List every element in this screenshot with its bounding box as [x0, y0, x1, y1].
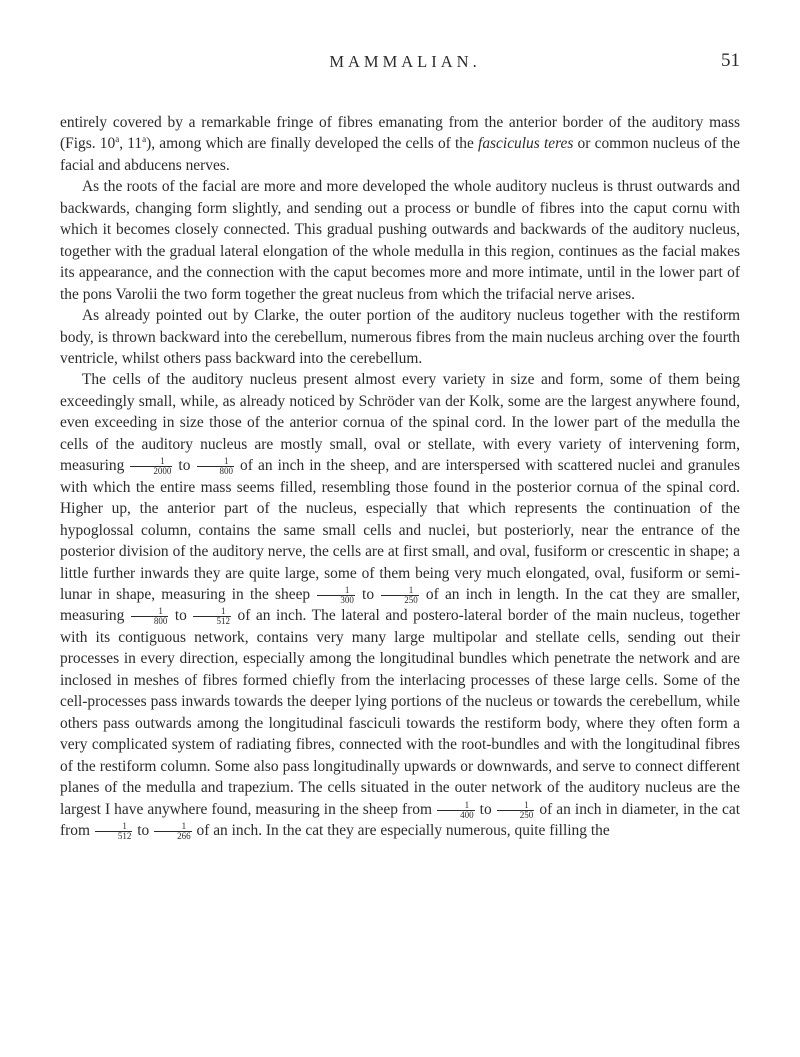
paragraph: [60, 369, 740, 841]
text-run: The cells of the auditory nucleus present almost every variety in size and form, some of them being exceedingly small, while, as already noticed by Schröder van der Kolk, some are the largest anywhere found, even exceeding in size those of the anterior cornua of the spinal cord. In the lower part of the medulla the cells of the auditory nucleus are mostly small, oval or stellate, with every variety of intervening form, measuring: [60, 371, 740, 475]
text-run: to: [173, 457, 196, 475]
text-run: of an inch. The lateral and postero-lateral border of the main nucleus, together with its contiguous network, contains very many large multipolar and stellate cells, sending out their processes in every direction, especially among the longitudinal bundles which penetrate the network and are inclosed in meshes of fibres formed chiefly from the interlacing processes of these large cells. Some of the cell-processes pass inwards towards the deeper lying portions of the nucleus or towards the cerebellum, while others pass outwards among the longitudinal fasciculi towards the restiform body, where they often form a very complicated system of radiating fibres, connected with the root-bundles and with the longitudinal fibres of the restiform column. Some also pass longitudinally upwards or downwards, and serve to connect different planes of the medulla and trapezium. The cells situated in the outer network of the auditory nucleus are the largest I have anywhere found, measuring in the sheep from: [60, 607, 740, 818]
fraction: $\frac{1}{800}$: [197, 457, 235, 476]
text-run: or common nucleus of the facial and abducens nerves.: [60, 135, 741, 174]
text-run: of an inch. In the cat they are especially numerous, quite filling the: [192, 821, 610, 839]
fraction: $\frac{1}{250}$: [497, 801, 535, 820]
italic-term: fasciculus teres: [478, 135, 574, 153]
body-text: [60, 112, 740, 841]
text-run: to: [355, 585, 381, 603]
fraction: $\frac{1}{250}$: [381, 586, 419, 605]
fraction: $\frac{1}{266}$: [154, 822, 192, 841]
figure-superscript: a: [142, 134, 147, 145]
text-run: , 11: [119, 135, 143, 153]
running-title: MAMMALIAN.: [329, 52, 481, 71]
text-run: of an inch in the sheep, and are interspersed with scattered nuclei and granules with which the entire mass seems filled, resembling those found in the posterior cornua of the spinal cord. Higher up, the anterior part of the nucleus, especially that which represents the continuation of the hypoglossal column, contains the same small cells and nuclei, but posteriorly, near the entrance of the posterior division of the auditory nerve, the cells are at first small, and oval, fusiform or crescentic in shape; a little further inwards they are quite large, some of them being very much elongated, oval, fusiform or semi-lunar in shape, measuring in the sheep: [60, 457, 740, 603]
text-run: of an inch in length. In the cat they are smaller, measuring: [60, 585, 740, 625]
text-run: ), among which are finally developed the cells of the: [146, 135, 479, 153]
fraction: $\frac{1}{800}$: [131, 607, 169, 626]
page-number: 51: [721, 50, 740, 71]
fraction: $\frac{1}{512}$: [193, 607, 231, 626]
text-run: to: [475, 800, 496, 818]
fraction: $\frac{1}{512}$: [95, 822, 133, 841]
paragraph: As already pointed out by Clarke, the outer portion of the auditory nucleus together with the restiform body, is thrown backward into the cerebellum, numerous fibres from the main nucleus arching over the fourth ventricle, whilst others pass backward into the cerebellum.: [60, 307, 740, 367]
text-run: to: [169, 607, 193, 625]
fraction: $\frac{1}{400}$: [437, 801, 475, 820]
text-run: entirely covered by a remarkable fringe of fibres emanating from the anterior border of the auditory mass (Figs. 10: [60, 114, 740, 153]
paragraph: As the roots of the facial are more and more developed the whole auditory nucleus is thrust outwards and backwards, changing form slightly, and sending out a process or bundle of fibres into the caput cornu with which it becomes closely connected. This gradual pushing outwards and backwards of the auditory nucleus, together with the gradual lateral elongation of the whole medulla in this region, continues as the facial makes its appearance, and the connection with the caput becomes more and more intimate, until in the lower part of the pons Varolii the two form together the great nucleus from which the trifacial nerve arises.: [60, 178, 740, 303]
paragraph-continuation: [60, 112, 740, 176]
text-run: of an inch in diameter, in the cat from: [60, 800, 740, 839]
fraction: $\frac{1}{2000}$: [130, 457, 172, 476]
text-run: to: [133, 821, 154, 839]
fraction: $\frac{1}{300}$: [317, 586, 355, 605]
page-header: [30, 52, 780, 82]
figure-superscript: a: [115, 134, 120, 145]
